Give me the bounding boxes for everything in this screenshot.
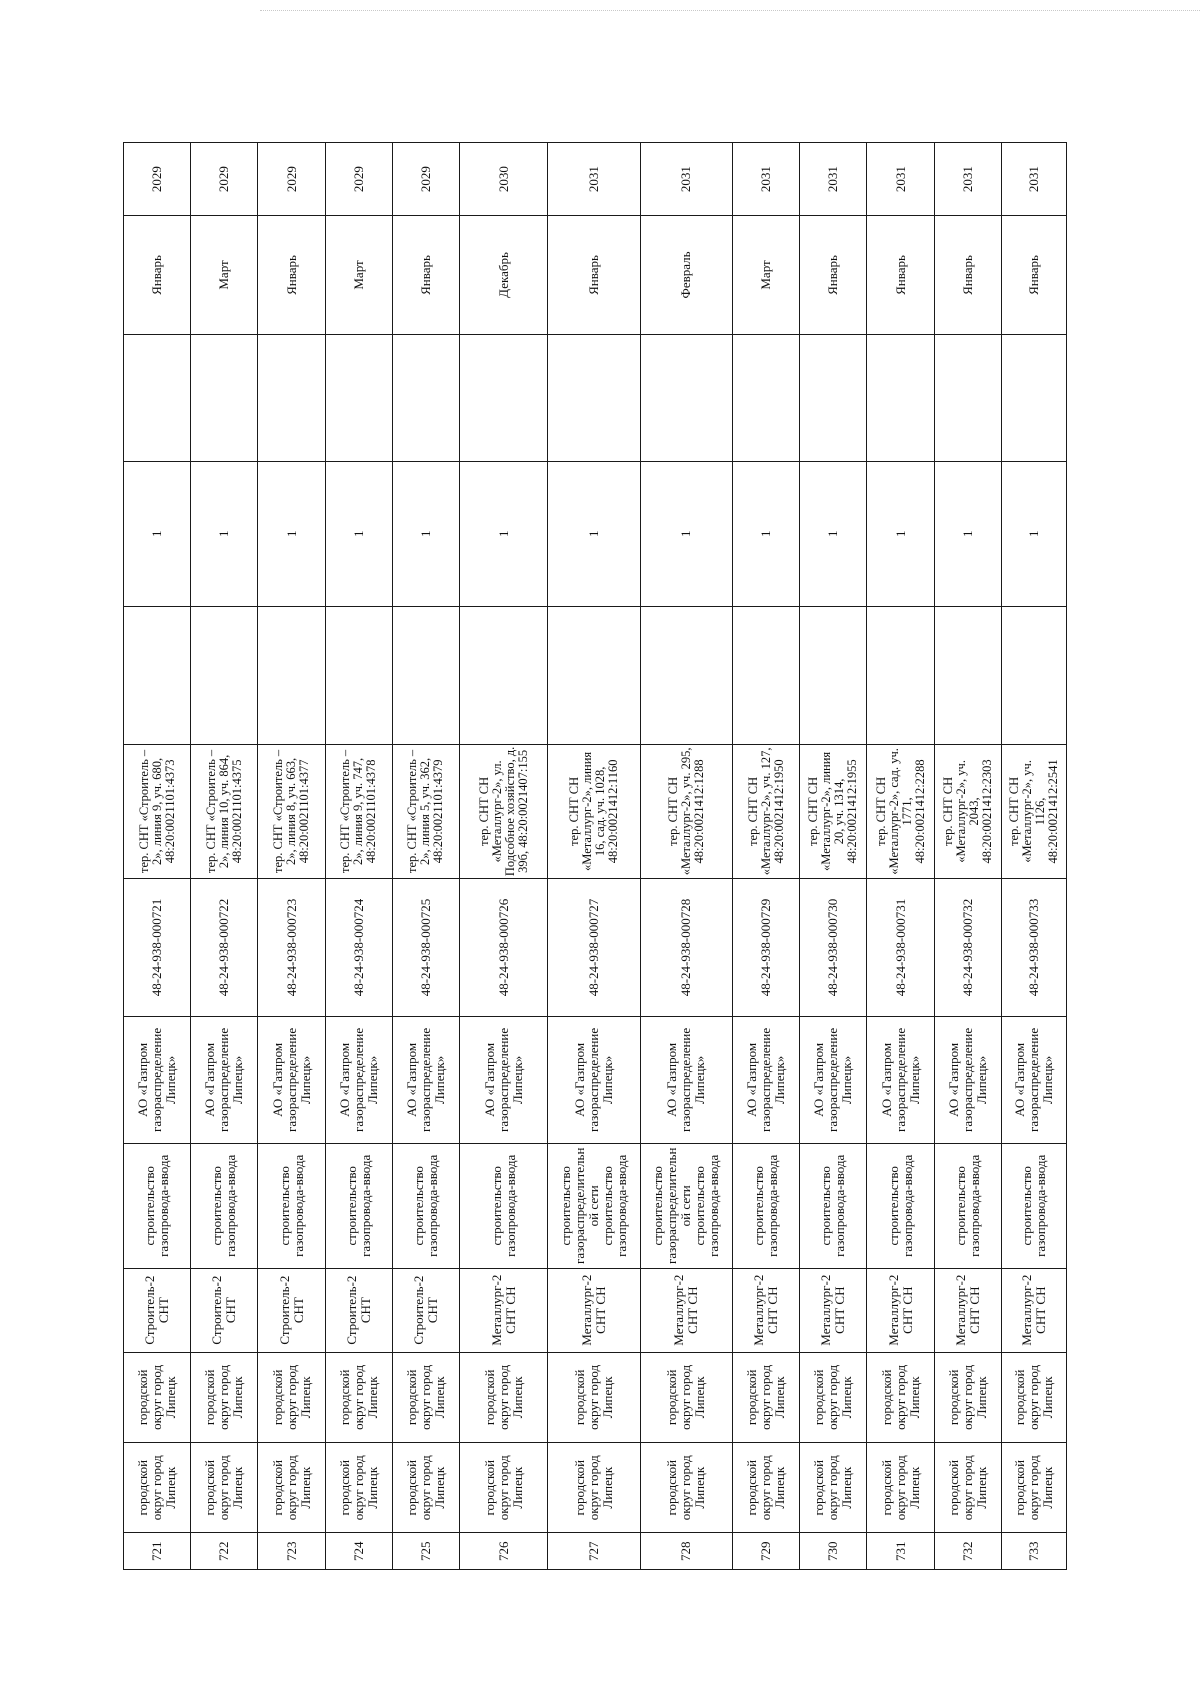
object-code-cell: 48-24-938-000730	[800, 879, 867, 1017]
settlement-cell: городской округ город Липецк	[1001, 1352, 1066, 1442]
month-cell: Январь	[258, 216, 325, 334]
address-cell: тер. СНТ СН «Металлург-2», линия 20, уч. 1314, 48:20:0021412:1955	[800, 744, 867, 879]
address-cell: тер. СНТ «Строитель – 2», линия 5, уч. 362, 48:20:0021101:4379	[392, 744, 459, 879]
empty-cell	[548, 606, 640, 744]
row-number: 729	[733, 1533, 800, 1570]
row-number: 727	[548, 1533, 640, 1570]
empty-cell	[934, 334, 1001, 461]
address-cell: тер. СНТ «Строитель – 2», линия 10, уч. 864, 48:20:0021101:4375	[191, 744, 258, 879]
address-cell: тер. СНТ «Строитель – 2», линия 9, уч. 680, 48:20:0021101:4373	[124, 744, 191, 879]
table-row	[392, 143, 459, 1570]
month-cell: Март	[191, 216, 258, 334]
settlement-cell: городской округ город Липецк	[934, 1352, 1001, 1442]
work-type-cell: строительство газопровода-ввода	[1001, 1143, 1066, 1268]
month-cell: Март	[733, 216, 800, 334]
snt-cell: Металлург-2 СНТ СН	[934, 1268, 1001, 1352]
district-cell: городской округ город Липецк	[934, 1443, 1001, 1533]
object-code-cell: 48-24-938-000731	[867, 879, 934, 1017]
address-cell: тер. СНТ СН «Металлург-2», уч. 2043, 48:20:0021412:2303	[934, 744, 1001, 879]
empty-cell	[325, 606, 392, 744]
quantity-cell: 1	[867, 461, 934, 606]
snt-cell: Металлург-2 СНТ СН	[640, 1268, 732, 1352]
work-type-cell: строительство газопровода-ввода	[867, 1143, 934, 1268]
object-code-cell: 48-24-938-000728	[640, 879, 732, 1017]
empty-cell	[934, 606, 1001, 744]
month-cell: Январь	[548, 216, 640, 334]
object-code-cell: 48-24-938-000733	[1001, 879, 1066, 1017]
snt-cell: Строитель-2 СНТ	[191, 1268, 258, 1352]
address-cell: тер. СНТ СН «Металлург-2», линия 16, сад. уч. 1028, 48:20:0021412:1160	[548, 744, 640, 879]
month-cell: Январь	[934, 216, 1001, 334]
row-number: 723	[258, 1533, 325, 1570]
year-cell: 2031	[934, 143, 1001, 216]
gasification-schedule-table	[123, 142, 1067, 1570]
organization-cell: АО «Газпром газораспределение Липецк»	[867, 1016, 934, 1143]
snt-cell: Металлург-2 СНТ СН	[548, 1268, 640, 1352]
quantity-cell: 1	[460, 461, 548, 606]
empty-cell	[733, 606, 800, 744]
object-code-cell: 48-24-938-000727	[548, 879, 640, 1017]
work-type-cell: строительство газопровода-ввода	[934, 1143, 1001, 1268]
snt-cell: Металлург-2 СНТ СН	[460, 1268, 548, 1352]
quantity-cell: 1	[934, 461, 1001, 606]
empty-cell	[548, 334, 640, 461]
month-cell: Март	[325, 216, 392, 334]
work-type-cell: строительство газораспределительной сети строительство газопровода-ввода	[548, 1143, 640, 1268]
organization-cell: АО «Газпром газораспределение Липецк»	[392, 1016, 459, 1143]
year-cell: 2031	[548, 143, 640, 216]
empty-cell	[1001, 334, 1066, 461]
quantity-cell: 1	[392, 461, 459, 606]
snt-cell: Строитель-2 СНТ	[392, 1268, 459, 1352]
snt-cell: Строитель-2 СНТ	[258, 1268, 325, 1352]
empty-cell	[800, 334, 867, 461]
quantity-cell: 1	[124, 461, 191, 606]
empty-cell	[867, 334, 934, 461]
empty-cell	[733, 334, 800, 461]
year-cell: 2031	[640, 143, 732, 216]
settlement-cell: городской округ город Липецк	[392, 1352, 459, 1442]
organization-cell: АО «Газпром газораспределение Липецк»	[191, 1016, 258, 1143]
empty-cell	[640, 606, 732, 744]
table-row	[1001, 143, 1066, 1570]
empty-cell	[258, 334, 325, 461]
month-cell: Февраль	[640, 216, 732, 334]
row-number: 732	[934, 1533, 1001, 1570]
settlement-cell: городской округ город Липецк	[867, 1352, 934, 1442]
work-type-cell: строительство газопровода-ввода	[800, 1143, 867, 1268]
organization-cell: АО «Газпром газораспределение Липецк»	[325, 1016, 392, 1143]
month-cell: Январь	[392, 216, 459, 334]
year-cell: 2029	[258, 143, 325, 216]
table-row	[124, 143, 191, 1570]
organization-cell: АО «Газпром газораспределение Липецк»	[1001, 1016, 1066, 1143]
year-cell: 2029	[191, 143, 258, 216]
object-code-cell: 48-24-938-000732	[934, 879, 1001, 1017]
year-cell: 2031	[733, 143, 800, 216]
district-cell: городской округ город Липецк	[867, 1443, 934, 1533]
snt-cell: Строитель-2 СНТ	[325, 1268, 392, 1352]
year-cell: 2030	[460, 143, 548, 216]
district-cell: городской округ город Липецк	[733, 1443, 800, 1533]
quantity-cell: 1	[325, 461, 392, 606]
empty-cell	[867, 606, 934, 744]
organization-cell: АО «Газпром газораспределение Липецк»	[800, 1016, 867, 1143]
work-type-cell: строительство газопровода-ввода	[392, 1143, 459, 1268]
table-row	[934, 143, 1001, 1570]
organization-cell: АО «Газпром газораспределение Липецк»	[934, 1016, 1001, 1143]
work-type-cell: строительство газопровода-ввода	[258, 1143, 325, 1268]
row-number: 731	[867, 1533, 934, 1570]
object-code-cell: 48-24-938-000723	[258, 879, 325, 1017]
row-number: 722	[191, 1533, 258, 1570]
address-cell: тер. СНТ СН «Металлург-2», уч. 127, 48:20:0021412:1950	[733, 744, 800, 879]
row-number: 726	[460, 1533, 548, 1570]
district-cell: городской округ город Липецк	[800, 1443, 867, 1533]
empty-cell	[392, 334, 459, 461]
row-number: 730	[800, 1533, 867, 1570]
organization-cell: АО «Газпром газораспределение Липецк»	[124, 1016, 191, 1143]
empty-cell	[800, 606, 867, 744]
row-number: 724	[325, 1533, 392, 1570]
table-row	[191, 143, 258, 1570]
quantity-cell: 1	[800, 461, 867, 606]
month-cell: Январь	[867, 216, 934, 334]
month-cell: Январь	[800, 216, 867, 334]
work-type-cell: строительство газораспределительной сети строительство газопровода-ввода	[640, 1143, 732, 1268]
snt-cell: Металлург-2 СНТ СН	[867, 1268, 934, 1352]
row-number: 728	[640, 1533, 732, 1570]
address-cell: тер. СНТ СН «Металлург-2», сад. уч. 1771, 48:20:0021412:2288	[867, 744, 934, 879]
empty-cell	[392, 606, 459, 744]
district-cell: городской округ город Липецк	[1001, 1443, 1066, 1533]
organization-cell: АО «Газпром газораспределение Липецк»	[640, 1016, 732, 1143]
settlement-cell: городской округ город Липецк	[325, 1352, 392, 1442]
table-row	[325, 143, 392, 1570]
object-code-cell: 48-24-938-000724	[325, 879, 392, 1017]
district-cell: городской округ город Липецк	[124, 1443, 191, 1533]
month-cell: Январь	[1001, 216, 1066, 334]
quantity-cell: 1	[733, 461, 800, 606]
district-cell: городской округ город Липецк	[392, 1443, 459, 1533]
table-body	[124, 143, 1067, 1570]
organization-cell: АО «Газпром газораспределение Липецк»	[733, 1016, 800, 1143]
address-cell: тер. СНТ СН «Металлург-2», уч. 1126, 48:20:0021412:2541	[1001, 744, 1066, 879]
quantity-cell: 1	[640, 461, 732, 606]
quantity-cell: 1	[1001, 461, 1066, 606]
work-type-cell: строительство газопровода-ввода	[325, 1143, 392, 1268]
empty-cell	[325, 334, 392, 461]
row-number: 725	[392, 1533, 459, 1570]
quantity-cell: 1	[191, 461, 258, 606]
year-cell: 2029	[325, 143, 392, 216]
table-row	[460, 143, 548, 1570]
row-number: 721	[124, 1533, 191, 1570]
year-cell: 2031	[1001, 143, 1066, 216]
district-cell: городской округ город Липецк	[640, 1443, 732, 1533]
address-cell: тер. СНТ «Строитель – 2», линия 9, уч. 747, 48:20:0021101:4378	[325, 744, 392, 879]
table-row	[800, 143, 867, 1570]
empty-cell	[640, 334, 732, 461]
scan-edge-line	[260, 10, 1200, 11]
quantity-cell: 1	[548, 461, 640, 606]
empty-cell	[460, 334, 548, 461]
address-cell: тер. СНТ СН «Металлург-2», уч. 295, 48:20:0021412:1288	[640, 744, 732, 879]
snt-cell: Металлург-2 СНТ СН	[1001, 1268, 1066, 1352]
settlement-cell: городской округ город Липецк	[800, 1352, 867, 1442]
table-row	[258, 143, 325, 1570]
empty-cell	[124, 334, 191, 461]
empty-cell	[124, 606, 191, 744]
settlement-cell: городской округ город Липецк	[733, 1352, 800, 1442]
settlement-cell: городской округ город Липецк	[191, 1352, 258, 1442]
address-cell: тер. СНТ СН «Металлург-2», ул. Подсобное хозяйство, д. 39б, 48:20:0021407:155	[460, 744, 548, 879]
table-row	[867, 143, 934, 1570]
district-cell: городской округ город Липецк	[191, 1443, 258, 1533]
district-cell: городской округ город Липецк	[460, 1443, 548, 1533]
empty-cell	[460, 606, 548, 744]
organization-cell: АО «Газпром газораспределение Липецк»	[258, 1016, 325, 1143]
organization-cell: АО «Газпром газораспределение Липецк»	[548, 1016, 640, 1143]
empty-cell	[191, 606, 258, 744]
address-cell: тер. СНТ «Строитель – 2», линия 8, уч. 663, 48:20:0021101:4377	[258, 744, 325, 879]
settlement-cell: городской округ город Липецк	[460, 1352, 548, 1442]
table-row	[733, 143, 800, 1570]
rotated-table-sheet	[123, 142, 1067, 1570]
object-code-cell: 48-24-938-000721	[124, 879, 191, 1017]
table-row	[548, 143, 640, 1570]
quantity-cell: 1	[258, 461, 325, 606]
settlement-cell: городской округ город Липецк	[258, 1352, 325, 1442]
settlement-cell: городской округ город Липецк	[124, 1352, 191, 1442]
snt-cell: Металлург-2 СНТ СН	[800, 1268, 867, 1352]
year-cell: 2029	[124, 143, 191, 216]
work-type-cell: строительство газопровода-ввода	[191, 1143, 258, 1268]
object-code-cell: 48-24-938-000725	[392, 879, 459, 1017]
district-cell: городской округ город Липецк	[258, 1443, 325, 1533]
settlement-cell: городской округ город Липецк	[548, 1352, 640, 1442]
organization-cell: АО «Газпром газораспределение Липецк»	[460, 1016, 548, 1143]
table-row	[640, 143, 732, 1570]
settlement-cell: городской округ город Липецк	[640, 1352, 732, 1442]
snt-cell: Металлург-2 СНТ СН	[733, 1268, 800, 1352]
object-code-cell: 48-24-938-000726	[460, 879, 548, 1017]
year-cell: 2031	[867, 143, 934, 216]
work-type-cell: строительство газопровода-ввода	[124, 1143, 191, 1268]
snt-cell: Строитель-2 СНТ	[124, 1268, 191, 1352]
object-code-cell: 48-24-938-000722	[191, 879, 258, 1017]
work-type-cell: строительство газопровода-ввода	[460, 1143, 548, 1268]
row-number: 733	[1001, 1533, 1066, 1570]
work-type-cell: строительство газопровода-ввода	[733, 1143, 800, 1268]
district-cell: городской округ город Липецк	[325, 1443, 392, 1533]
month-cell: Декабрь	[460, 216, 548, 334]
object-code-cell: 48-24-938-000729	[733, 879, 800, 1017]
year-cell: 2031	[800, 143, 867, 216]
empty-cell	[258, 606, 325, 744]
empty-cell	[191, 334, 258, 461]
empty-cell	[1001, 606, 1066, 744]
district-cell: городской округ город Липецк	[548, 1443, 640, 1533]
month-cell: Январь	[124, 216, 191, 334]
year-cell: 2029	[392, 143, 459, 216]
